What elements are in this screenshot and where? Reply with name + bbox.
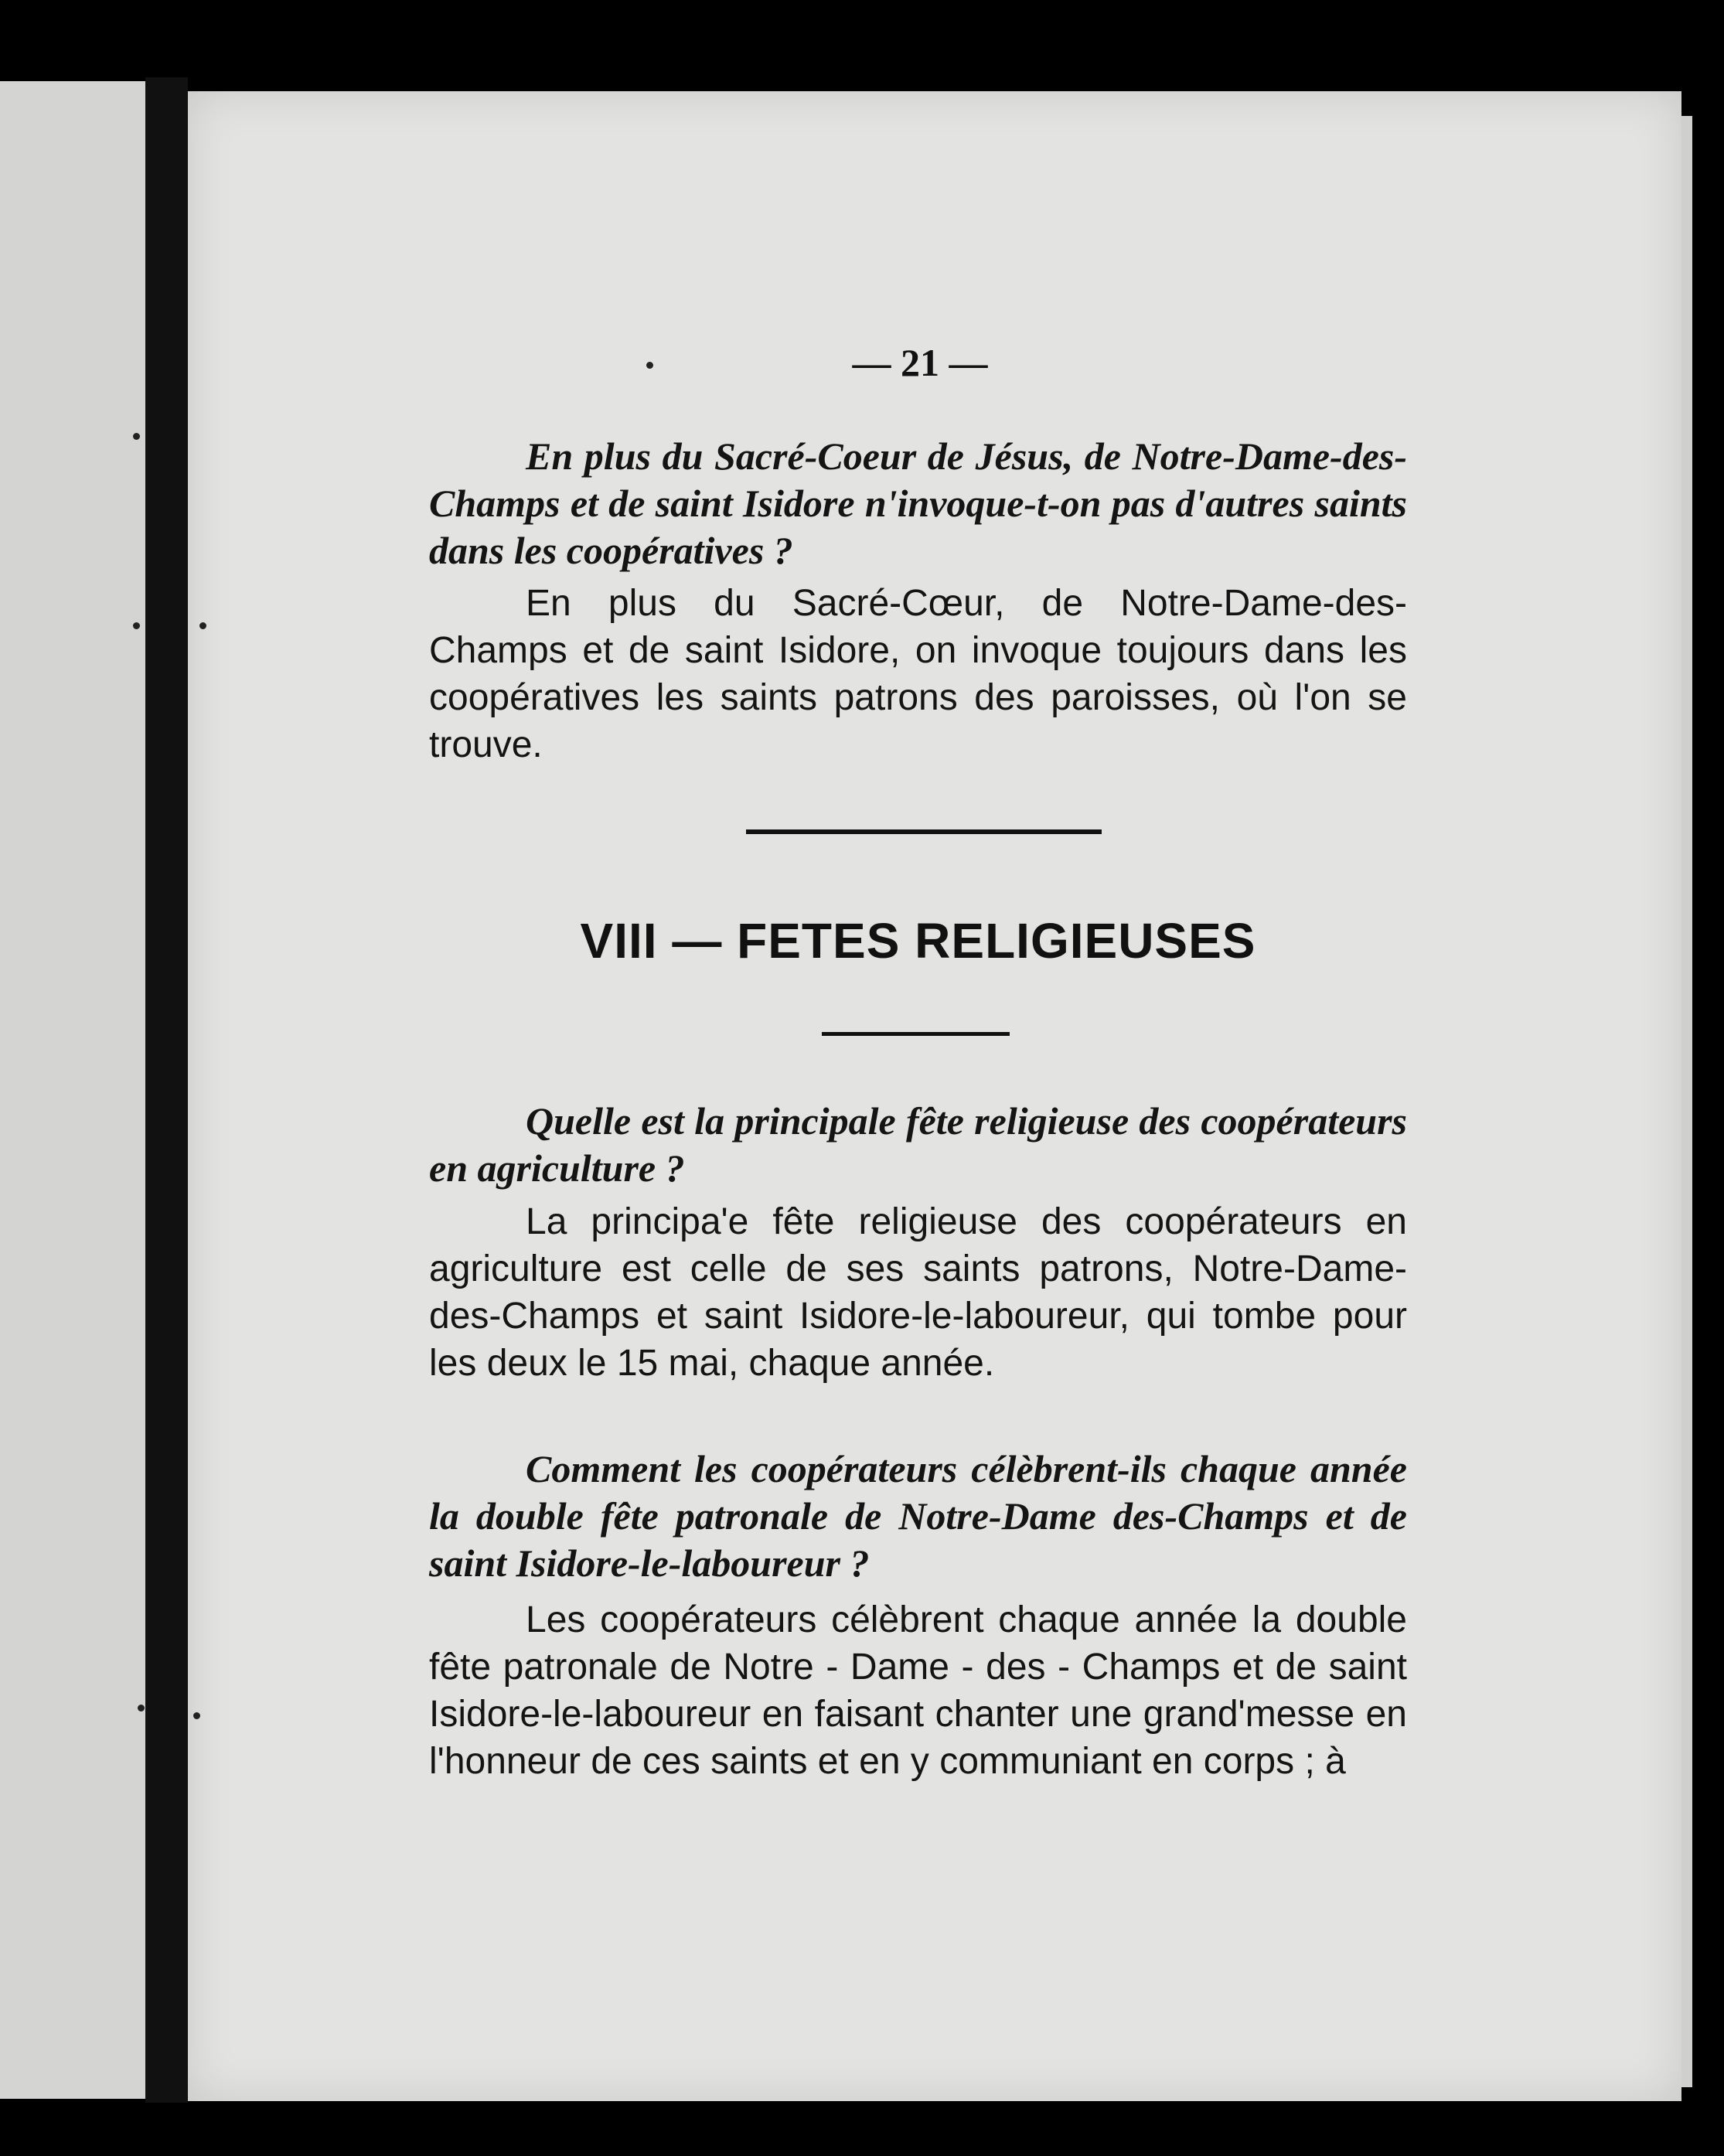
scan-speck	[199, 622, 206, 629]
question-paragraph: Comment les coopérateurs célèbrent-ils chaque année la double fête patronale de Notre-Dame des-Champs et de saint Isidore-le-laboureur ?	[429, 1447, 1407, 1585]
book-page	[188, 91, 1681, 2101]
scan-speck	[646, 362, 653, 369]
scan-speck	[193, 1712, 200, 1719]
book-spine	[145, 77, 188, 2103]
heading-underline-rule	[822, 1032, 1010, 1036]
section-heading: VIII — FETES RELIGIEUSES	[580, 913, 1256, 969]
scan-speck	[133, 622, 140, 629]
page-number: — 21 —	[852, 341, 988, 384]
left-page-edge	[0, 81, 148, 2099]
question-paragraph: En plus du Sacré-Coeur de Jésus, de Notre-Dame-des-Champs et de saint Isidore n'invoque-t-on pas d'autres saints dans les coopératives ?	[429, 434, 1407, 572]
answer-paragraph: En plus du Sacré-Cœur, de Notre-Dame-des-Champs et de saint Isidore, on invoque toujours dans les coopératives les saints patrons des paroisses, où l'on se trouve.	[429, 583, 1407, 765]
section-divider-rule	[746, 829, 1102, 834]
question-paragraph: Quelle est la principale fête religieuse des coopérateurs en agriculture ?	[429, 1099, 1407, 1190]
right-page-edge	[1681, 116, 1692, 2087]
answer-paragraph: La principa'e fête religieuse des coopérateurs en agriculture est celle de ses saints patrons, Notre-Dame-des-Champs et saint Isidore-le-laboureur, qui tombe pour les deux le 15 mai, chaque année.	[429, 1201, 1407, 1384]
scan-speck	[133, 433, 140, 440]
scan-speck	[138, 1705, 145, 1712]
answer-paragraph: Les coopérateurs célèbrent chaque année la double fête patronale de Notre - Dame - des - Champs et de saint Isidore-le-laboureur en faisant chanter une grand'messe en l'honneur de ces saints et en y communiant en corps ; à	[429, 1599, 1407, 1782]
